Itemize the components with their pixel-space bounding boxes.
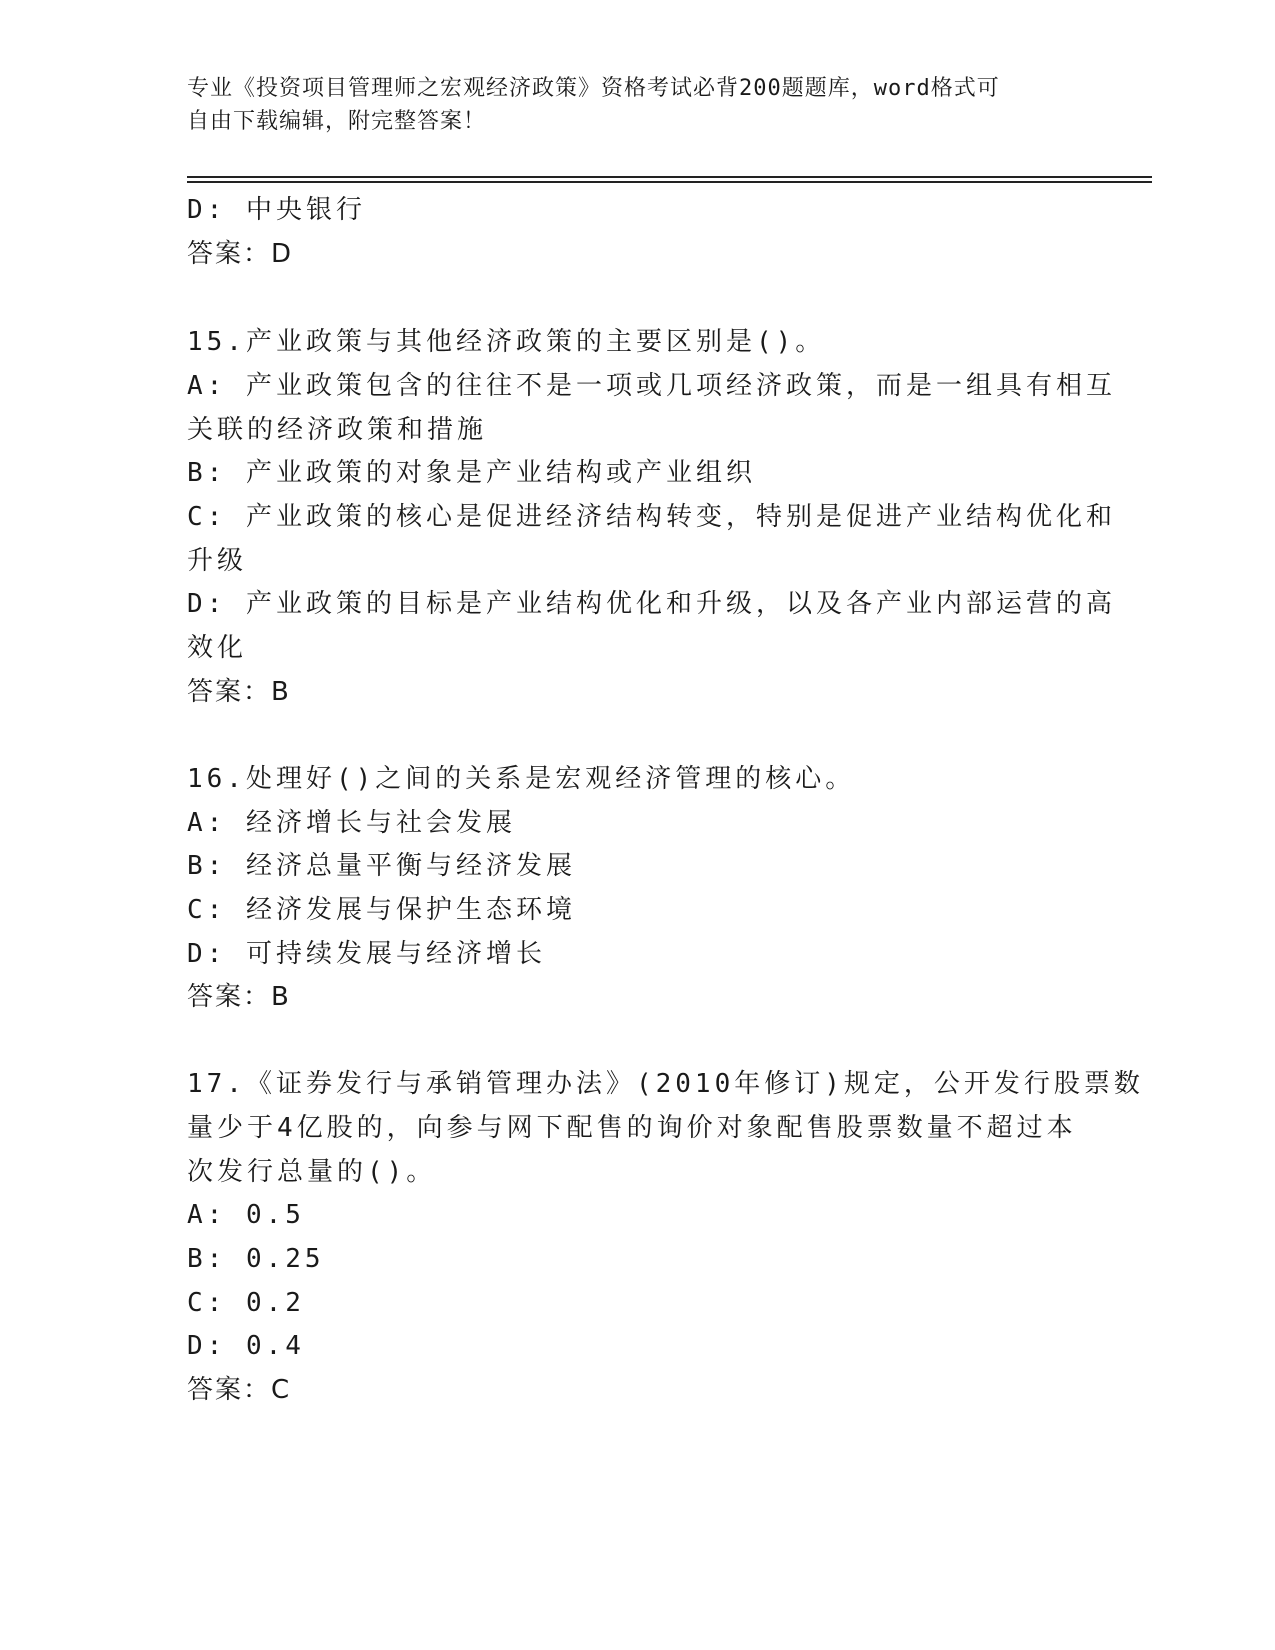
header-divider-bottom <box>187 181 1152 183</box>
q15-option-c-line2: 升级 <box>187 546 248 576</box>
q15-option-c-line1: C: 产业政策的核心是促进经济结构转变，特别是促进产业结构优化和 <box>187 502 1116 532</box>
q17-answer: 答案：C <box>187 1375 292 1405</box>
q15-option-a-line1: A: 产业政策包含的往往不是一项或几项经济政策，而是一组具有相互 <box>187 371 1116 401</box>
q16-answer: 答案：B <box>187 982 291 1012</box>
q17-option-d: D: 0.4 <box>187 1331 305 1361</box>
prev-answer: 答案：D <box>187 239 294 269</box>
q15-option-d-line1: D: 产业政策的目标是产业结构优化和升级，以及各产业内部运营的高 <box>187 589 1116 619</box>
header-line-1: 专业《投资项目管理师之宏观经济政策》资格考试必背200题题库，word格式可 <box>187 76 1000 101</box>
q15-answer: 答案：B <box>187 677 291 707</box>
header-divider-top <box>187 176 1152 178</box>
document-header <box>187 72 1087 138</box>
q17-stem-line1: 17.《证券发行与承销管理办法》(2010年修订)规定，公开发行股票数 <box>187 1069 1144 1099</box>
q15-stem: 15.产业政策与其他经济政策的主要区别是()。 <box>187 327 826 357</box>
q17-stem-line3: 次发行总量的()。 <box>187 1157 437 1187</box>
q17-stem-line2: 量少于4亿股的，向参与网下配售的询价对象配售股票数量不超过本 <box>187 1113 1077 1143</box>
q15-option-b: B: 产业政策的对象是产业结构或产业组织 <box>187 458 756 488</box>
q15-option-d-line2: 效化 <box>187 633 248 663</box>
q17-option-b: B: 0.25 <box>187 1244 325 1274</box>
q16-stem: 16.处理好()之间的关系是宏观经济管理的核心。 <box>187 764 856 794</box>
header-line-2: 自由下载编辑，附完整答案！ <box>187 109 487 134</box>
q17-option-c: C: 0.2 <box>187 1288 305 1318</box>
prev-option-d: D: 中央银行 <box>187 195 366 225</box>
q16-option-c: C: 经济发展与保护生态环境 <box>187 895 576 925</box>
q16-option-a: A: 经济增长与社会发展 <box>187 808 516 838</box>
q16-option-b: B: 经济总量平衡与经济发展 <box>187 851 576 881</box>
q15-option-a-line2: 关联的经济政策和措施 <box>187 415 488 445</box>
q16-option-d: D: 可持续发展与经济增长 <box>187 939 546 969</box>
q17-option-a: A: 0.5 <box>187 1200 305 1230</box>
